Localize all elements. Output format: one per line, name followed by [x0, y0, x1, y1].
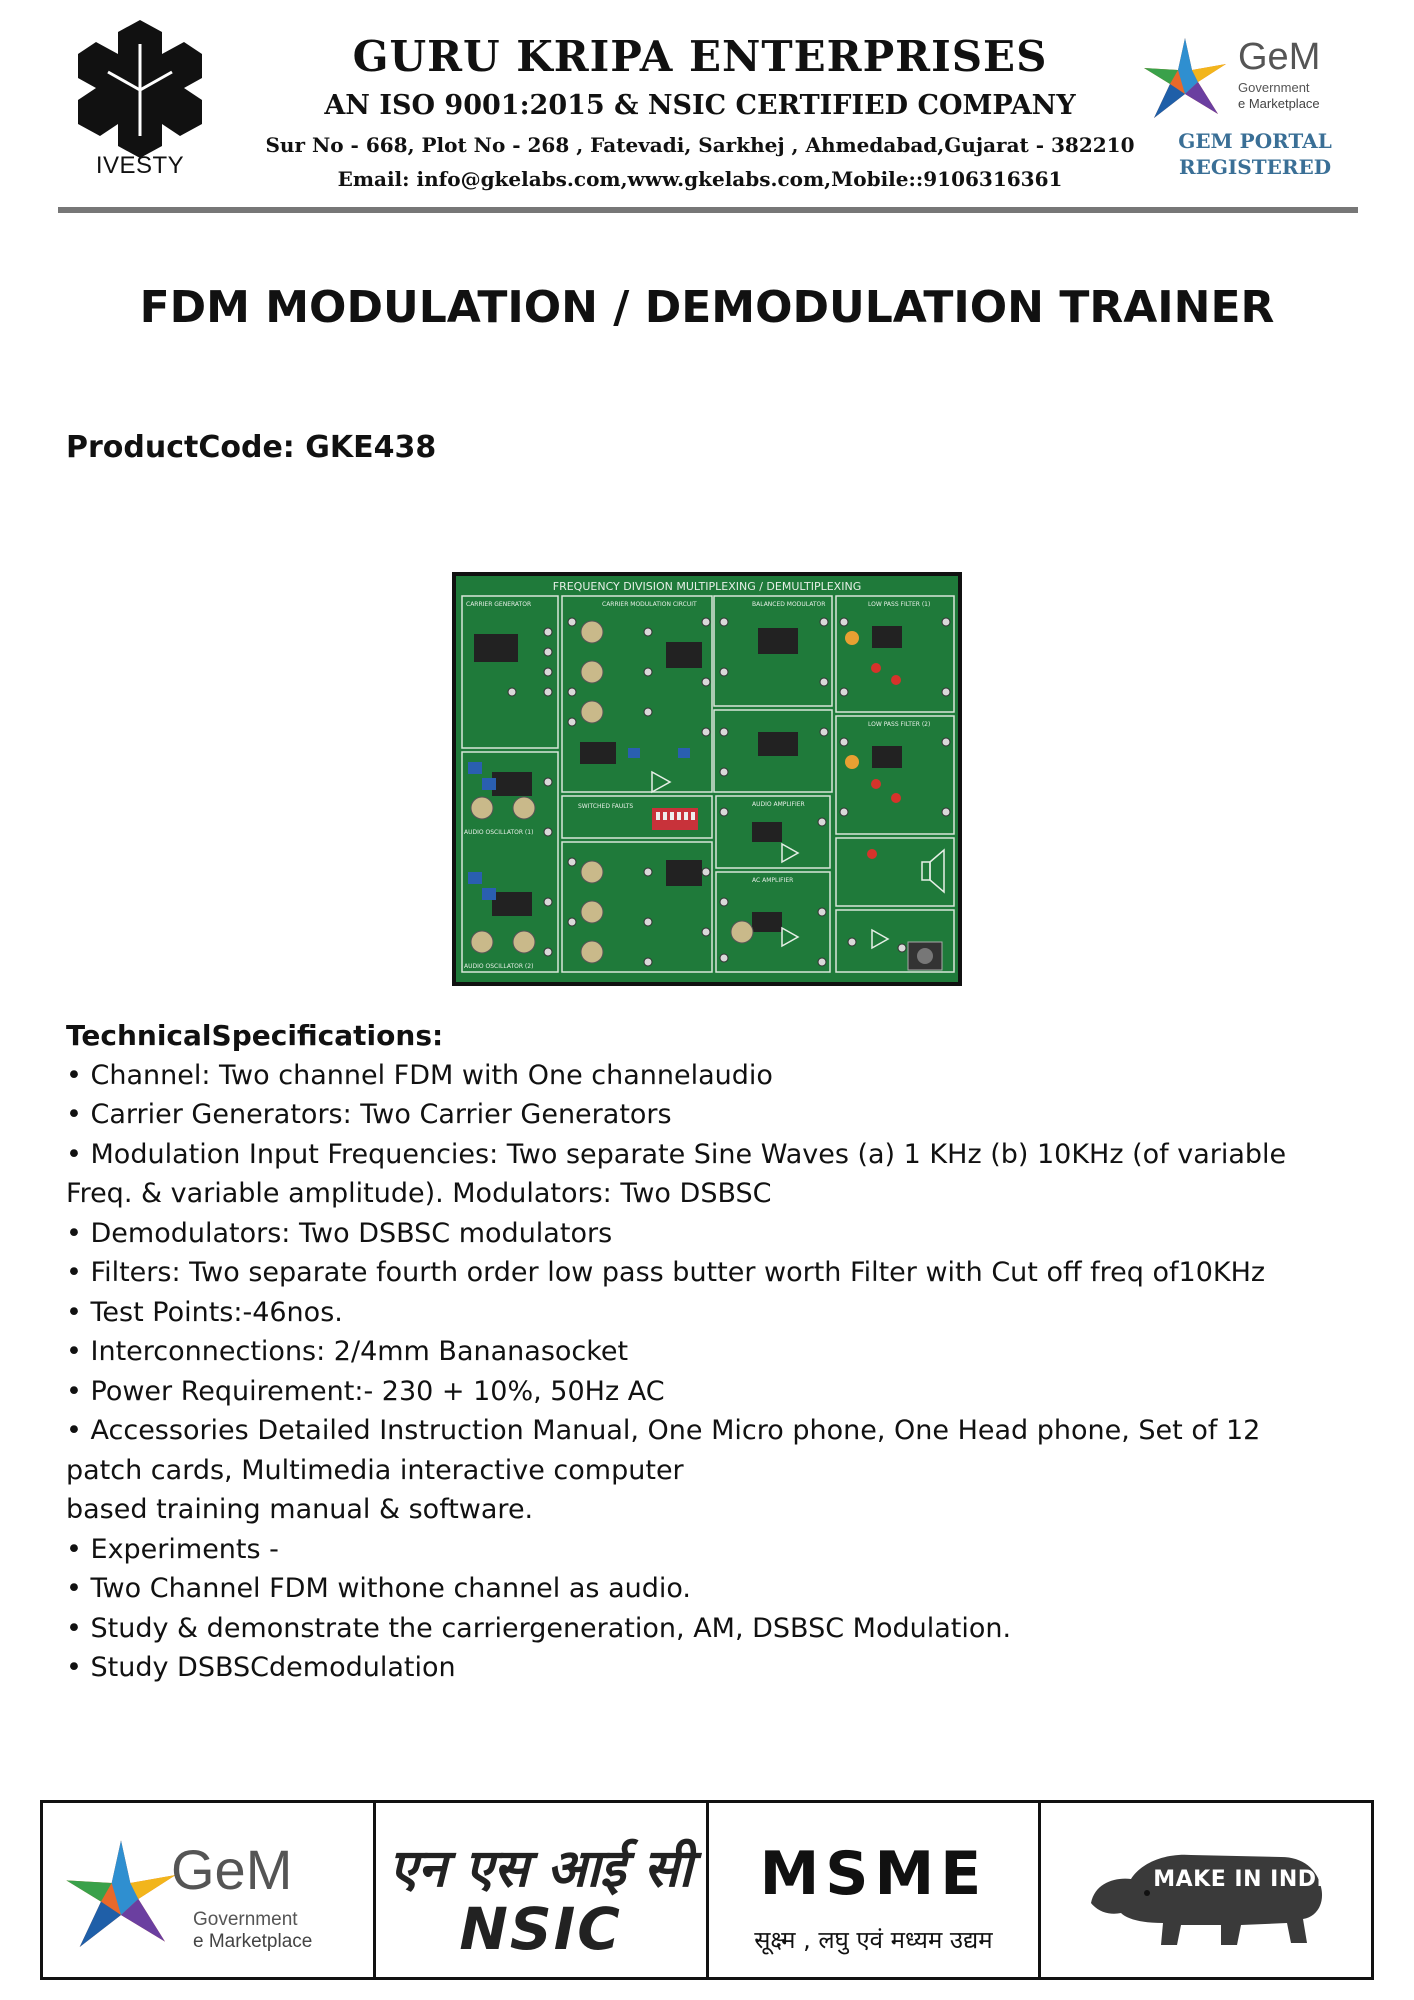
nsic-latin-text: NSIC — [459, 1895, 622, 1963]
gem-portal-line-2: REGISTERED — [1178, 155, 1332, 179]
footer-gem-logo — [43, 1803, 376, 1977]
logo-text: IVESTY — [95, 152, 185, 179]
gem-star-icon — [61, 1835, 181, 1955]
spec-line: • Experiments - — [66, 1533, 279, 1565]
gem-line-2: e Marketplace — [1238, 96, 1320, 111]
document-title: FDM MODULATION / DEMODULATION TRAINER — [139, 282, 1275, 333]
board-heading: FREQUENCY DIVISION MULTIPLEXING / DEMULTIPLEXING — [552, 580, 862, 593]
spec-line: • Demodulators: Two DSBSC modulators — [66, 1217, 613, 1249]
product-code: ProductCode: GKE438 — [66, 430, 437, 465]
footer-msme-logo — [709, 1803, 1042, 1977]
footer-gem-line-2: e Marketplace — [193, 1931, 313, 1952]
msme-hindi-text: सूक्ष्म , लघु एवं मध्यम उद्यम — [754, 1926, 993, 1954]
label-audio-osc2: AUDIO OSCILLATOR (2) — [464, 963, 534, 970]
company-block — [250, 30, 1150, 194]
footer-logos — [40, 1800, 1374, 1980]
label-ac-amp: AC AMPLIFIER — [752, 877, 794, 884]
company-address: Sur No - 668, Plot No - 268 , Fatevadi, Sarkhej , Ahmedabad,Gujarat - 382210 — [265, 133, 1135, 157]
specs-heading: TechnicalSpecifications: — [66, 1019, 444, 1052]
header-divider — [58, 207, 1358, 213]
trainer-board-illustration — [452, 572, 962, 986]
label-carrier-modulation: CARRIER MODULATION CIRCUIT — [602, 601, 697, 608]
make-in-india-text: MAKE IN INDIA — [1153, 1867, 1343, 1892]
lion-icon — [1081, 1833, 1331, 1953]
spec-line: • Study & demonstrate the carriergeneration, AM, DSBSC Modulation. — [66, 1612, 1012, 1644]
footer-gem-line-1: Government — [193, 1909, 298, 1930]
nsic-hindi-text: एन एस आई सी — [389, 1839, 693, 1899]
company-certification: AN ISO 9001:2015 & NSIC CERTIFIED COMPANY — [324, 90, 1076, 121]
specs-list — [66, 1056, 1356, 1688]
spec-line: based training manual & software. — [66, 1494, 534, 1525]
spec-line: • Power Requirement:- 230 + 10%, 50Hz AC — [66, 1375, 665, 1407]
spec-line: patch cards, Multimedia interactive computer — [66, 1454, 684, 1486]
label-audio-osc1: AUDIO OSCILLATOR (1) — [464, 829, 534, 836]
spec-line: • Two Channel FDM withone channel as audio. — [66, 1573, 691, 1604]
spec-line: • Modulation Input Frequencies: Two separate Sine Waves (a) 1 KHz (b) 10KHz (of variable — [66, 1138, 1287, 1170]
label-carrier-generator: CARRIER GENERATOR — [466, 601, 532, 608]
footer-gem-word: GeM — [171, 1838, 293, 1901]
footer-nsic-logo — [376, 1803, 709, 1977]
label-lpf1: LOW PASS FILTER (1) — [868, 601, 931, 608]
technical-specifications — [66, 1016, 1356, 1688]
company-name: GURU KRIPA ENTERPRISES — [352, 32, 1048, 81]
spec-line: • Filters: Two separate fourth order low pass butter worth Filter with Cut off freq of10KHz — [66, 1257, 1266, 1288]
label-switched-faults: SWITCHED FAULTS — [578, 803, 634, 810]
label-audio-amp: AUDIO AMPLIFIER — [752, 801, 805, 808]
label-balanced-modulator: BALANCED MODULATOR — [752, 601, 826, 608]
product-image — [452, 572, 962, 986]
gem-star-icon — [1140, 34, 1230, 124]
gem-portal-line-1: GEM PORTAL — [1178, 129, 1332, 153]
company-contact: Email: info@gkelabs.com,www.gkelabs.com,Mobile::9106316361 — [337, 167, 1063, 191]
spec-line: • Accessories Detailed Instruction Manual, One Micro phone, One Head phone, Set of 12 — [66, 1415, 1261, 1446]
spec-line: • Study DSBSCdemodulation — [66, 1652, 456, 1683]
ivesty-cube-icon — [78, 20, 202, 160]
msme-word: MSME — [759, 1839, 988, 1909]
label-lpf2: LOW PASS FILTER (2) — [868, 721, 931, 728]
spec-line: • Channel: Two channel FDM with One channelaudio — [66, 1059, 773, 1091]
spec-line: • Test Points:-46nos. — [66, 1296, 343, 1328]
spec-line: • Carrier Generators: Two Carrier Generators — [66, 1099, 672, 1130]
spec-line: Freq. & variable amplitude). Modulators: Two DSBSC — [66, 1178, 772, 1209]
footer-make-in-india-logo — [1041, 1803, 1371, 1977]
gem-line-1: Government — [1238, 80, 1310, 95]
spec-line: • Interconnections: 2/4mm Bananasocket — [66, 1336, 629, 1367]
gem-word: GeM — [1238, 36, 1321, 78]
gem-portal-registered — [1150, 128, 1360, 180]
